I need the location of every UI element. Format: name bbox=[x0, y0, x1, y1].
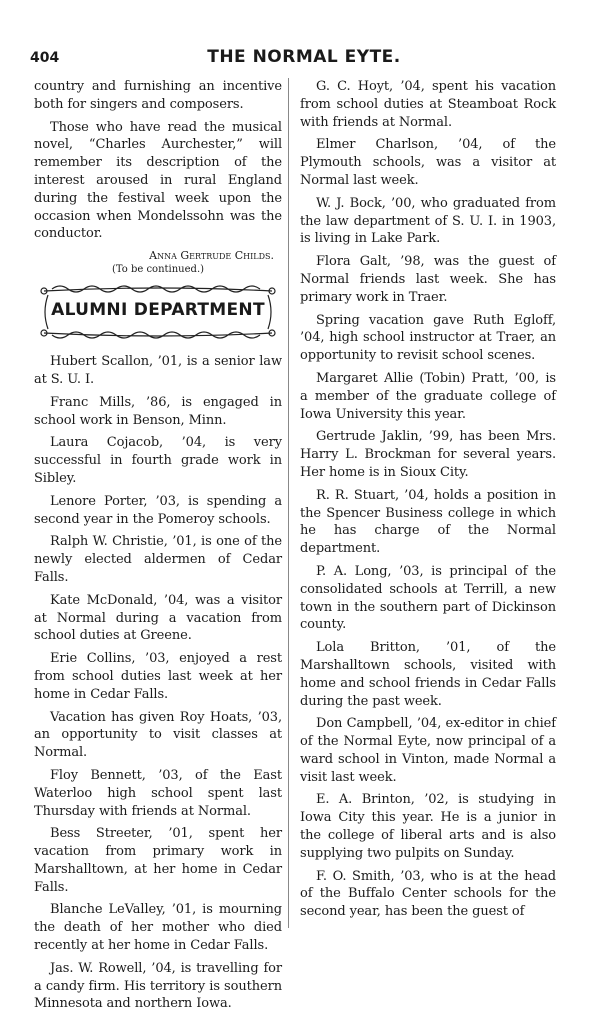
right-column bbox=[300, 78, 556, 926]
news-item: Don Campbell, ’04, ex-editor in chief of the Normal Eyte, now principal of a ward school in Vinton, made Normal a visit last week. bbox=[300, 716, 556, 785]
paragraph: Those who have read the musical novel, “Charles Aurchester,” will remember its description of the interest aroused in rural England during the festival week upon the occasion when Mondelssohn was the conductor. bbox=[34, 119, 282, 242]
news-item: Erie Collins, ’03, enjoyed a rest from school duties last week at her home in Cedar Falls. bbox=[34, 651, 282, 702]
news-item: Spring vacation gave Ruth Egloff, ’04, high school instructor at Traer, an opportunity to revisit school scenes. bbox=[300, 312, 556, 364]
continued-note: (To be continued.) bbox=[111, 264, 205, 276]
column-divider bbox=[288, 78, 289, 928]
news-item: Blanche LeValley, ’01, is mourning the death of her mother who died recently at her home in Cedar Falls. bbox=[34, 902, 282, 954]
news-item: G. C. Hoyt, ’04, spent his vacation from school duties at Steamboat Rock with friends at Normal. bbox=[300, 79, 556, 130]
news-item: Lola Britton, ’01, of the Marshalltown schools, visited with home and school friends in Cedar Falls during the past week. bbox=[300, 640, 556, 709]
news-item: Hubert Scallon, ’01, is a senior law at S. U. I. bbox=[34, 354, 282, 387]
news-item: Vacation has given Roy Hoats, ’03, an opportunity to visit classes at Normal. bbox=[34, 709, 282, 761]
news-item: P. A. Long, ’03, is principal of the consolidated schools at Terrill, a new town in the southern part of Dickinson county. bbox=[300, 563, 556, 633]
news-item: Gertrude Jaklin, ’99, has been Mrs. Harry L. Brockman for several years. Her home is in Sioux City. bbox=[300, 429, 556, 480]
news-item: R. R. Stuart, ’04, holds a position in the Spencer Business college in which he has charge of the Normal department. bbox=[300, 487, 556, 557]
department-banner bbox=[38, 281, 278, 343]
left-column bbox=[34, 78, 282, 1018]
department-title: ALUMNI DEPARTMENT bbox=[51, 300, 265, 321]
news-item: W. J. Bock, ’00, who graduated from the law department of S. U. I. in 1903, is living in Lake Park. bbox=[300, 195, 556, 247]
news-item: Flora Galt, ’98, was the guest of Normal friends last week. She has primary work in Traer. bbox=[300, 254, 556, 305]
news-item: F. O. Smith, ’03, who is at the head of the Buffalo Center schools for the second year, has been the guest of bbox=[300, 868, 556, 920]
news-item: Jas. W. Rowell, ’04, is travelling for a candy firm. His territory is southern Minnesota and northern Iowa. bbox=[34, 960, 282, 1012]
news-item: Elmer Charlson, ’04, of the Plymouth schools, was a visitor at Normal last week. bbox=[300, 137, 556, 188]
page-number: 404 bbox=[30, 50, 60, 66]
news-item: Laura Cojacob, ’04, is very successful in fourth grade work in Sibley. bbox=[34, 435, 282, 486]
news-item: Lenore Porter, ’03, is spending a second year in the Pomeroy schools. bbox=[34, 493, 282, 527]
news-item: E. A. Brinton, ’02, is studying in Iowa City this year. He is a junior in the college of liberal arts and is also supplying two pulpits on Sunday. bbox=[300, 792, 556, 861]
news-item: Franc Mills, ’86, is engaged in school work in Benson, Minn. bbox=[34, 394, 282, 428]
news-item: Bess Streeter, ’01, spent her vacation from primary work in Marshalltown, at her home in Cedar Falls. bbox=[34, 826, 282, 895]
news-item: Margaret Allie (Tobin) Pratt, ’00, is a member of the graduate college of Iowa University this year. bbox=[300, 370, 556, 422]
news-item: Ralph W. Christie, ’01, is one of the newly elected aldermen of Cedar Falls. bbox=[34, 534, 282, 585]
paragraph: country and furnishing an incentive both for singers and composers. bbox=[34, 79, 282, 112]
news-item: Kate McDonald, ’04, was a visitor at Normal during a vacation from school duties at Greene. bbox=[34, 592, 282, 644]
journal-title: THE NORMAL EYTE. bbox=[207, 47, 401, 67]
author-signature: Anna Gertrude Childs. bbox=[149, 249, 274, 263]
page-header bbox=[0, 40, 608, 80]
news-item: Floy Bennett, ’03, of the East Waterloo high school spent last Thursday with friends at Normal. bbox=[34, 767, 282, 819]
